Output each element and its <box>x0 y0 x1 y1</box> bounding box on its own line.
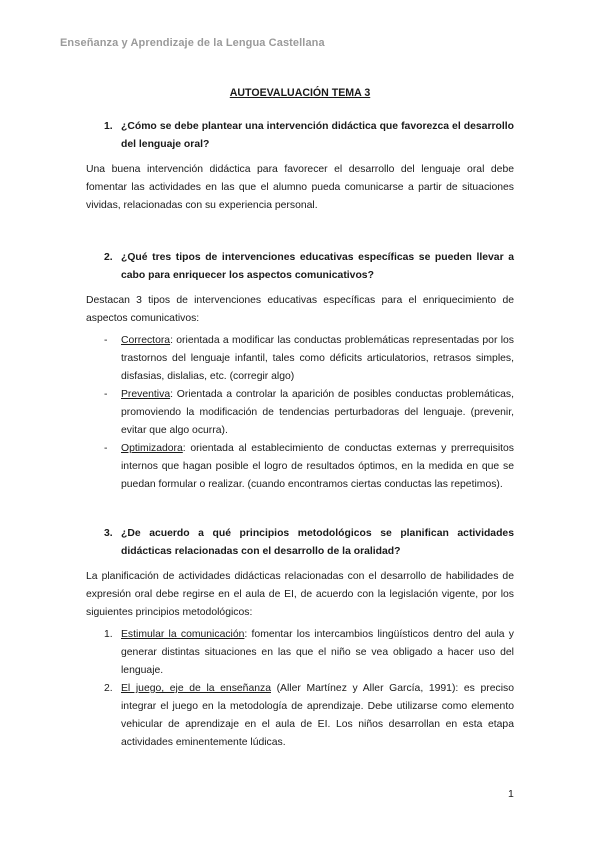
list-marker: - <box>104 335 108 346</box>
list-item <box>86 626 514 680</box>
list-marker: - <box>104 389 108 400</box>
principle-term: Estimular la comunicación <box>121 629 245 640</box>
question-3-number: 3. <box>104 528 113 539</box>
document-body <box>86 84 514 752</box>
answer-1: Una buena intervención didáctica para favorecer el desarrollo del lenguaje oral debe fomentar las actividades en las que el alumno pueda comunicarse a partir de situaciones vividas, relacionadas con su experiencia personal. <box>86 164 514 211</box>
term-optimizadora: Optimizadora <box>121 443 183 454</box>
principle-description: (Aller Martínez y Aller García, 1991): es preciso integrar el juego en la metodología de aprendizaje. Debe utilizarse como elemento vehicular de aprendizaje en el aula de EI. Los niños desarrollan en esta etapa actividades eminentemente lúdicas. <box>121 683 514 748</box>
list-marker: 2. <box>104 683 113 694</box>
question-1-number: 1. <box>104 121 113 132</box>
methodological-principles-list <box>86 626 514 752</box>
term-description: : orientada al establecimiento de conductas externas y prerrequisitos internos que hagan posible el logro de resultados óptimos, en la medida en que se puedan formular o realizar. (cuando encontramos ciertas conductas las repetimos). <box>121 443 514 490</box>
list-item <box>86 680 514 752</box>
list-marker: 1. <box>104 629 113 640</box>
question-1-text: ¿Cómo se debe plantear una intervención didáctica que favorezca el desarrollo del lenguaje oral? <box>121 121 514 150</box>
answer-3-intro: La planificación de actividades didácticas relacionadas con el desarrollo de habilidades de expresión oral debe regirse en el aula de EI, de acuerdo con la legislación vigente, por los siguientes principios metodológicos: <box>86 571 514 618</box>
list-item <box>86 386 514 440</box>
question-2-text: ¿Qué tres tipos de intervenciones educativas específicas se pueden llevar a cabo para enriquecer los aspectos comunicativos? <box>121 252 514 281</box>
intervention-types-list <box>86 332 514 494</box>
question-3 <box>86 525 514 561</box>
principle-term: El juego, eje de la enseñanza <box>121 683 271 694</box>
question-1 <box>86 118 514 154</box>
page-number: 1 <box>508 788 514 800</box>
running-header: Enseñanza y Aprendizaje de la Lengua Castellana <box>60 37 325 49</box>
term-description: : Orientada a controlar la aparición de posibles conductas problemáticas, promoviendo la modificación de tendencias perturbadoras del lenguaje. (prevenir, evitar que algo ocurra). <box>121 389 514 436</box>
question-3-text: ¿De acuerdo a qué principios metodológicos se planifican actividades didácticas relacionadas con el desarrollo de la oralidad? <box>121 528 514 557</box>
question-2-number: 2. <box>104 252 113 263</box>
term-correctora: Correctora <box>121 335 171 346</box>
list-item <box>86 440 514 494</box>
term-description: : orientada a modificar las conductas problemáticas representadas por los trastornos del lenguaje infantil, tales como déficits articulatorios, retrasos simples, disfasias, dislalias, etc. (corregir algo) <box>121 335 514 382</box>
question-2 <box>86 249 514 285</box>
list-item <box>86 332 514 386</box>
page-title: AUTOEVALUACIÓN TEMA 3 <box>229 87 371 99</box>
list-marker: - <box>104 443 108 454</box>
principle-description: : fomentar los intercambios lingüísticos dentro del aula y generar distintas situaciones en las que el niño se vea obligado a hacer uso del lenguaje. <box>121 629 514 676</box>
answer-2-intro: Destacan 3 tipos de intervenciones educativas específicas para el enriquecimiento de aspectos comunicativos: <box>86 295 514 324</box>
term-preventiva: Preventiva <box>121 389 171 400</box>
